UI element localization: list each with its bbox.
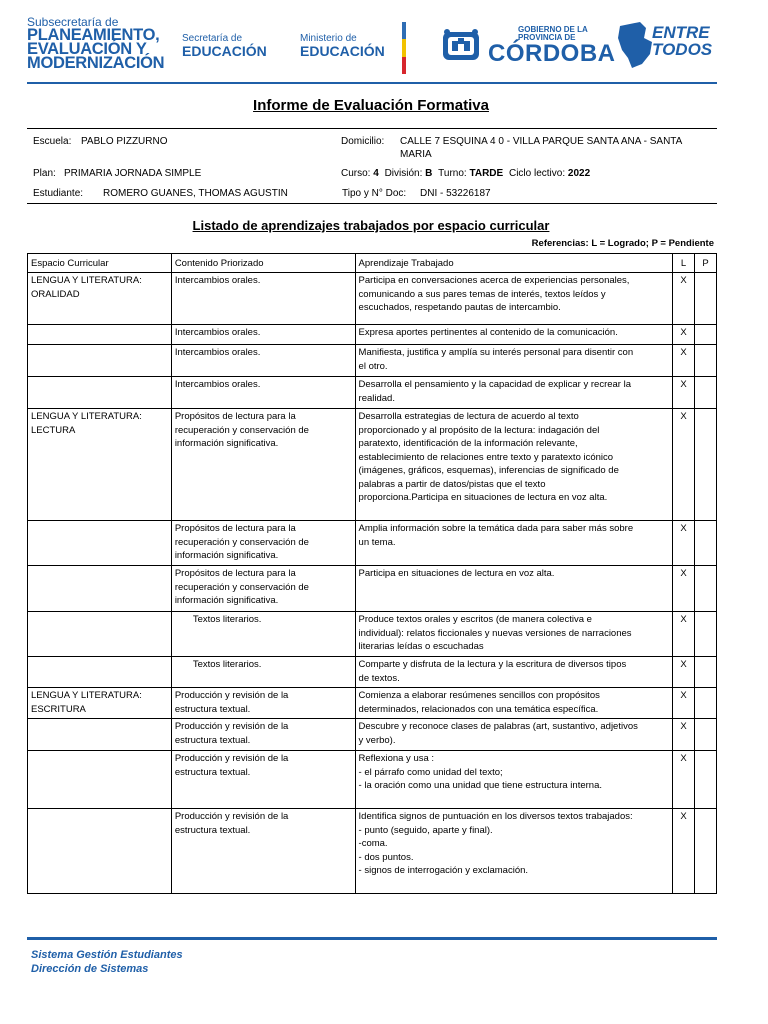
cell-aprendizaje: [355, 688, 672, 719]
table-row: [28, 657, 717, 688]
cell-pendiente: [694, 751, 716, 809]
cell-logrado-text: X: [680, 753, 687, 764]
cell-logrado-text: X: [680, 347, 687, 358]
estudiante-label: Estudiante:: [33, 188, 84, 199]
table-row: [28, 566, 717, 612]
table-row: [28, 751, 717, 809]
cell-logrado: [673, 377, 695, 409]
cell-contenido: [171, 719, 355, 751]
header-divider: [27, 82, 717, 84]
cell-aprendizaje-text: Manifiesta, justifica y amplía su interés personal para disentir con el otro.: [358, 347, 634, 372]
gobierno-cordoba-logo: [488, 26, 616, 66]
ciclo-value: 2022: [567, 168, 591, 179]
domicilio-value-line-2: MARIA: [400, 149, 432, 160]
domicilio-value-line-1: CALLE 7 ESQUINA 4 0 - VILLA PARQUE SANTA ANA - SANTA: [400, 136, 683, 147]
cell-espacio: [28, 273, 172, 325]
table-row: [28, 409, 717, 521]
cell-espacio: [28, 566, 172, 612]
cell-espacio-text: LENGUA Y LITERATURA: ESCRITURA: [31, 690, 142, 715]
cordoba-crest-icon: [440, 26, 482, 64]
plan-value: PRIMARIA JORNADA SIMPLE: [64, 168, 202, 179]
plan-label: Plan:: [33, 168, 56, 179]
table-row: [28, 273, 717, 325]
cell-contenido-text: Producción y revisión de la estructura textual.: [174, 811, 289, 836]
cell-logrado-text: X: [680, 690, 687, 701]
cell-logrado-text: X: [680, 379, 687, 390]
report-title: Informe de Evaluación Formativa: [253, 97, 489, 114]
cell-logrado-text: X: [680, 659, 687, 670]
subsecretaria-line-2: EVALUACIÓN Y: [27, 40, 147, 58]
cell-logrado-text: X: [680, 721, 687, 732]
domicilio-label: Domicilio:: [341, 136, 385, 147]
table-row: [28, 521, 717, 566]
cell-aprendizaje-text: Desarrolla el pensamiento y la capacidad de explicar y recrear la realidad.: [358, 379, 632, 404]
cell-aprendizaje: [355, 657, 672, 688]
cell-aprendizaje: [355, 521, 672, 566]
cell-logrado: [673, 273, 695, 325]
page-header: [0, 0, 768, 86]
table-row: [28, 719, 717, 751]
cell-aprendizaje-text: Comparte y disfruta de la lectura y la escritura de diversos tipos de textos.: [358, 659, 627, 684]
turno-value: TARDE: [469, 168, 504, 179]
cell-aprendizaje-text: Identifica signos de puntuación en los diversos textos trabajados: - punto (seguido, aparte y final). -coma. - dos puntos. - signos de interrogación y exclamación.: [358, 811, 633, 876]
gobierno-line-1: GOBIERNO DE LA: [518, 25, 588, 34]
cell-espacio: [28, 409, 172, 521]
info-top-divider: [27, 128, 717, 129]
cell-contenido-text: Textos literarios.: [192, 614, 262, 625]
cell-contenido-text: Propósitos de lectura para la recuperación y conservación de información significativa.: [174, 411, 309, 449]
cell-logrado-text: X: [680, 523, 687, 534]
ministerio-logo: [300, 34, 385, 59]
cell-contenido-text: Intercambios orales.: [174, 327, 261, 338]
cell-espacio: [28, 751, 172, 809]
cell-aprendizaje-text: Produce textos orales y escritos (de manera colectiva e individual): relatos ficcionales y nuevas versiones de narraciones literarias leídas o escuchadas: [358, 614, 632, 652]
cell-aprendizaje-text: Participa en situaciones de lectura en voz alta.: [358, 568, 555, 579]
cell-logrado-text: X: [680, 614, 687, 625]
cell-aprendizaje: [355, 325, 672, 345]
cell-aprendizaje: [355, 409, 672, 521]
entre-todos-logo: [652, 24, 712, 58]
cell-pendiente: [694, 273, 716, 325]
cell-logrado: [673, 719, 695, 751]
cell-logrado-text: X: [680, 568, 687, 579]
cell-contenido-text: Producción y revisión de la estructura textual.: [174, 721, 289, 746]
cell-contenido: [171, 657, 355, 688]
table-row: [28, 688, 717, 719]
cell-pendiente: [694, 377, 716, 409]
cell-logrado-text: X: [680, 811, 687, 822]
table-row: [28, 345, 717, 377]
cell-aprendizaje: [355, 719, 672, 751]
cell-pendiente: [694, 521, 716, 566]
cell-logrado: [673, 657, 695, 688]
cell-espacio: [28, 657, 172, 688]
cell-aprendizaje-text: Desarrolla estrategias de lectura de acuerdo al texto proporcionado y al propósito de la lectura: indagación del paratexto, identificación de la información relevante, establecimiento de relaciones entre texto y paratexto icónico (imágenes, gráficos, esquemas), inferencias de significado de palabras a partir de datos/pistas que el texto proporciona.Participa en situaciones de lectura en voz alta.: [358, 411, 619, 503]
cell-aprendizaje-text: Descubre y reconoce clases de palabras (art, sustantivo, adjetivos y verbo).: [358, 721, 638, 746]
cell-pendiente: [694, 657, 716, 688]
cell-espacio: [28, 612, 172, 657]
cell-aprendizaje-text: Comienza a elaborar resúmenes sencillos con propósitos determinados, relacionados con una temática específica.: [358, 690, 600, 715]
cell-pendiente: [694, 345, 716, 377]
table-header-row: [28, 254, 717, 273]
cell-logrado: [673, 751, 695, 809]
cell-aprendizaje: [355, 566, 672, 612]
cell-contenido-text: Intercambios orales.: [174, 379, 261, 390]
cell-contenido-text: Producción y revisión de la estructura textual.: [174, 690, 289, 715]
curso-value: 4: [373, 168, 379, 179]
cell-aprendizaje-text: Expresa aportes pertinentes al contenido de la comunicación.: [358, 327, 618, 338]
secretaria-small: Secretaría de: [182, 33, 243, 44]
cell-aprendizaje: [355, 273, 672, 325]
cell-aprendizaje: [355, 809, 672, 894]
cell-pendiente: [694, 409, 716, 521]
table-row: [28, 612, 717, 657]
cell-pendiente: [694, 688, 716, 719]
cell-contenido: [171, 273, 355, 325]
division-label: División:: [384, 168, 423, 179]
cell-aprendizaje-text: Amplia información sobre la temática dada para saber más sobre un tema.: [358, 523, 634, 548]
cell-logrado: [673, 809, 695, 894]
division-value: B: [425, 168, 433, 179]
cell-logrado: [673, 566, 695, 612]
cell-pendiente: [694, 612, 716, 657]
cell-contenido-text: Intercambios orales.: [174, 347, 261, 358]
cell-aprendizaje: [355, 345, 672, 377]
cell-aprendizaje: [355, 751, 672, 809]
cell-contenido: [171, 751, 355, 809]
cell-contenido: [171, 325, 355, 345]
cell-contenido: [171, 612, 355, 657]
cell-espacio: [28, 325, 172, 345]
footer-line-2: Dirección de Sistemas: [31, 963, 149, 975]
cordoba-wordmark: CÓRDOBA: [488, 40, 616, 67]
secretaria-logo: [182, 34, 267, 59]
references-note: Referencias: L = Logrado; P = Pendiente: [531, 238, 714, 249]
cell-aprendizaje-text: Reflexiona y usa : - el párrafo como unidad del texto; - la oración como una unidad que tiene estructura interna.: [358, 753, 602, 791]
cell-aprendizaje-text: Participa en conversaciones acerca de experiencias personales, comunicando a sus pares temas de interés, textos leídos y escuchados, respetando pautas de intercambio.: [358, 275, 630, 313]
escuela-value: PABLO PIZZURNO: [81, 136, 168, 147]
ministerio-big: EDUCACIÓN: [300, 43, 385, 59]
todos-word: TODOS: [652, 40, 713, 59]
cell-espacio-text: LENGUA Y LITERATURA: ORALIDAD: [31, 275, 142, 300]
cell-espacio: [28, 345, 172, 377]
cell-aprendizaje: [355, 377, 672, 409]
info-bottom-divider: [27, 203, 717, 204]
footer: [31, 948, 183, 976]
cell-logrado-text: X: [680, 411, 687, 422]
cell-contenido: [171, 377, 355, 409]
flag-bar-icon: [402, 22, 406, 74]
doc-value: DNI - 53226187: [420, 188, 491, 199]
cell-espacio: [28, 719, 172, 751]
cell-espacio: [28, 377, 172, 409]
header-espacio: Espacio Curricular: [28, 254, 172, 273]
footer-line-1: Sistema Gestión Estudiantes: [31, 949, 183, 961]
cell-contenido: [171, 566, 355, 612]
table-row: [28, 377, 717, 409]
cell-pendiente: [694, 719, 716, 751]
cell-contenido-text: Propósitos de lectura para la recuperación y conservación de información significativa.: [174, 523, 309, 561]
cell-logrado: [673, 345, 695, 377]
cell-pendiente: [694, 325, 716, 345]
cell-espacio-text: LENGUA Y LITERATURA: LECTURA: [31, 411, 142, 436]
escuela-label: Escuela:: [33, 136, 72, 147]
footer-divider: [27, 937, 717, 940]
cell-contenido: [171, 688, 355, 719]
table-row: [28, 809, 717, 894]
cell-espacio: [28, 809, 172, 894]
estudiante-value: ROMERO GUANES, THOMAS AGUSTIN: [103, 188, 288, 199]
cell-aprendizaje: [355, 612, 672, 657]
cell-contenido: [171, 521, 355, 566]
cell-espacio: [28, 521, 172, 566]
gobierno-line-2: PROVINCIA DE: [518, 33, 576, 42]
cell-logrado: [673, 688, 695, 719]
cell-logrado: [673, 325, 695, 345]
header-p: P: [694, 254, 716, 273]
table-row: [28, 325, 717, 345]
subsecretaria-line-3: MODERNIZACIÓN: [27, 54, 165, 72]
cell-espacio: [28, 688, 172, 719]
subsecretaria-logo: [27, 17, 164, 70]
listing-subtitle: Listado de aprendizajes trabajados por espacio curricular: [192, 218, 550, 233]
curso-row: [341, 167, 590, 180]
turno-label: Turno:: [438, 168, 467, 179]
cell-pendiente: [694, 566, 716, 612]
cell-logrado: [673, 521, 695, 566]
subsecretaria-line-1: PLANEAMIENTO,: [27, 26, 160, 44]
header-l: L: [673, 254, 695, 273]
cell-logrado: [673, 612, 695, 657]
header-contenido: Contenido Priorizado: [171, 254, 355, 273]
cell-pendiente: [694, 809, 716, 894]
cell-contenido-text: Textos literarios.: [192, 659, 262, 670]
cell-contenido-text: Propósitos de lectura para la recuperación y conservación de información significativa.: [174, 568, 309, 606]
cell-contenido: [171, 345, 355, 377]
cell-logrado-text: X: [680, 275, 687, 286]
entre-word: ENTRE: [652, 23, 710, 42]
learning-table: [27, 253, 717, 894]
cell-logrado-text: X: [680, 327, 687, 338]
cell-contenido-text: Producción y revisión de la estructura textual.: [174, 753, 289, 778]
cell-logrado: [673, 409, 695, 521]
cell-contenido: [171, 809, 355, 894]
ministerio-small: Ministerio de: [300, 33, 357, 44]
cell-contenido: [171, 409, 355, 521]
cell-contenido-text: Intercambios orales.: [174, 275, 261, 286]
doc-label: Tipo y N° Doc:: [342, 188, 407, 199]
ciclo-label: Ciclo lectivo:: [508, 168, 566, 179]
header-aprendizaje: Aprendizaje Trabajado: [355, 254, 672, 273]
curso-label: Curso:: [341, 168, 371, 179]
secretaria-big: EDUCACIÓN: [182, 43, 267, 59]
subsecretaria-small: Subsecretaría de: [27, 15, 119, 29]
